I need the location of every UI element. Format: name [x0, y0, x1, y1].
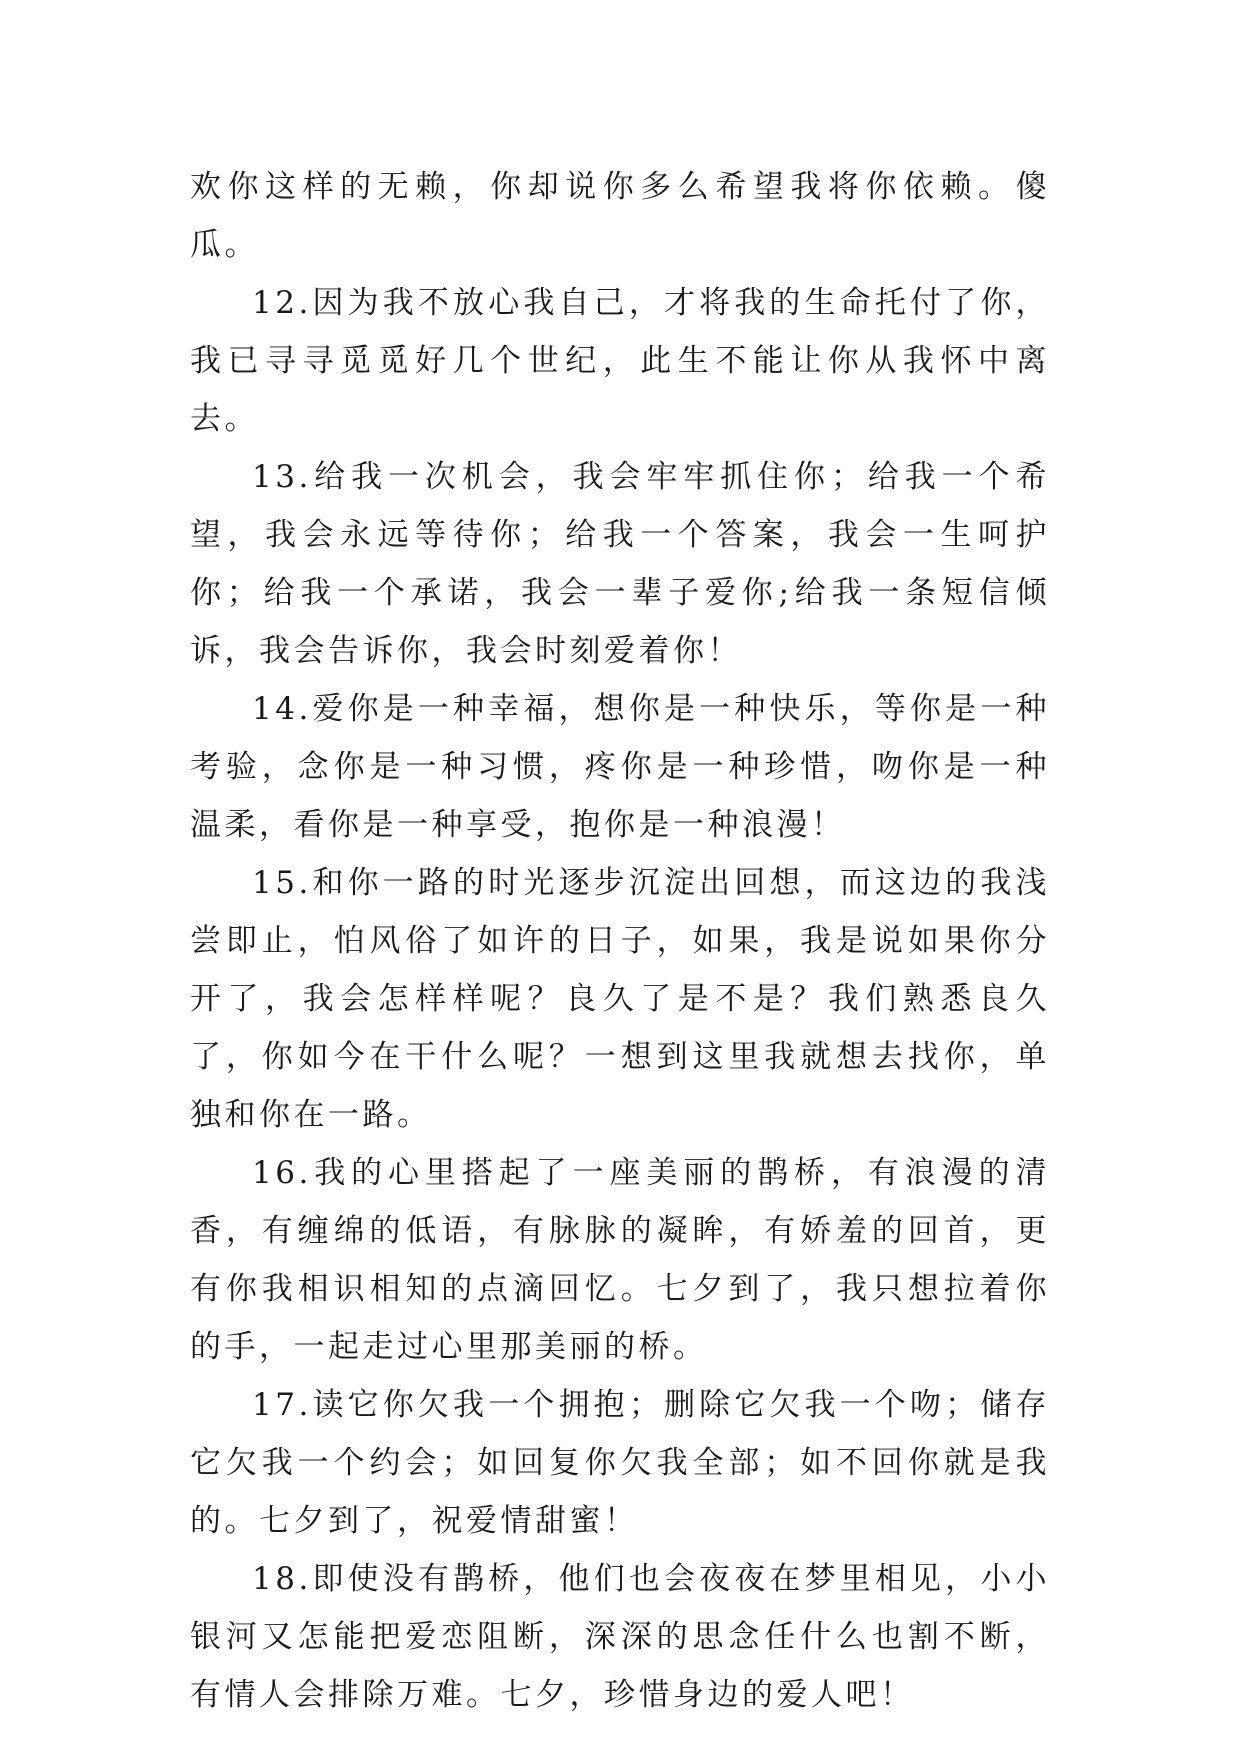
paragraph-18: 18.即使没有鹊桥，他们也会夜夜在梦里相见，小小银河又怎能把爱恋阻断，深深的思念任什么也割不断，有情人会排除万难。七夕，珍惜身边的爱人吧！: [190, 1561, 1050, 1713]
paragraph-continuation: 欢你这样的无赖，你却说你多么希望我将你依赖。傻瓜。: [190, 169, 1050, 263]
paragraph-12: 12.因为我不放心我自己，才将我的生命托付了你，我已寻寻觅觅好几个世纪，此生不能让你从我怀中离去。: [190, 285, 1050, 437]
document-body: [190, 158, 1050, 1724]
paragraph-13: 13.给我一次机会，我会牢牢抓住你；给我一个希望，我会永远等待你；给我一个答案，我会一生呵护你；给我一个承诺，我会一辈子爱你;给我一条短信倾诉，我会告诉你，我会时刻爱着你！: [190, 459, 1050, 669]
paragraph-15: 15.和你一路的时光逐步沉淀出回想，而这边的我浅尝即止，怕风俗了如许的日子，如果，我是说如果你分开了，我会怎样样呢？良久了是不是？我们熟悉良久了，你如今在干什么呢？一想到这里我就想去找你，单独和你在一路。: [190, 865, 1050, 1133]
paragraph-17: 17.读它你欠我一个拥抱；删除它欠我一个吻；储存它欠我一个约会；如回复你欠我全部；如不回你就是我的。七夕到了，祝爱情甜蜜！: [190, 1387, 1050, 1539]
paragraph-14: 14.爱你是一种幸福，想你是一种快乐，等你是一种考验，念你是一种习惯，疼你是一种珍惜，吻你是一种温柔，看你是一种享受，抱你是一种浪漫！: [190, 691, 1050, 843]
paragraph-16: 16.我的心里搭起了一座美丽的鹊桥，有浪漫的清香，有缠绵的低语，有脉脉的凝眸，有娇羞的回首，更有你我相识相知的点滴回忆。七夕到了，我只想拉着你的手，一起走过心里那美丽的桥。: [190, 1155, 1050, 1365]
